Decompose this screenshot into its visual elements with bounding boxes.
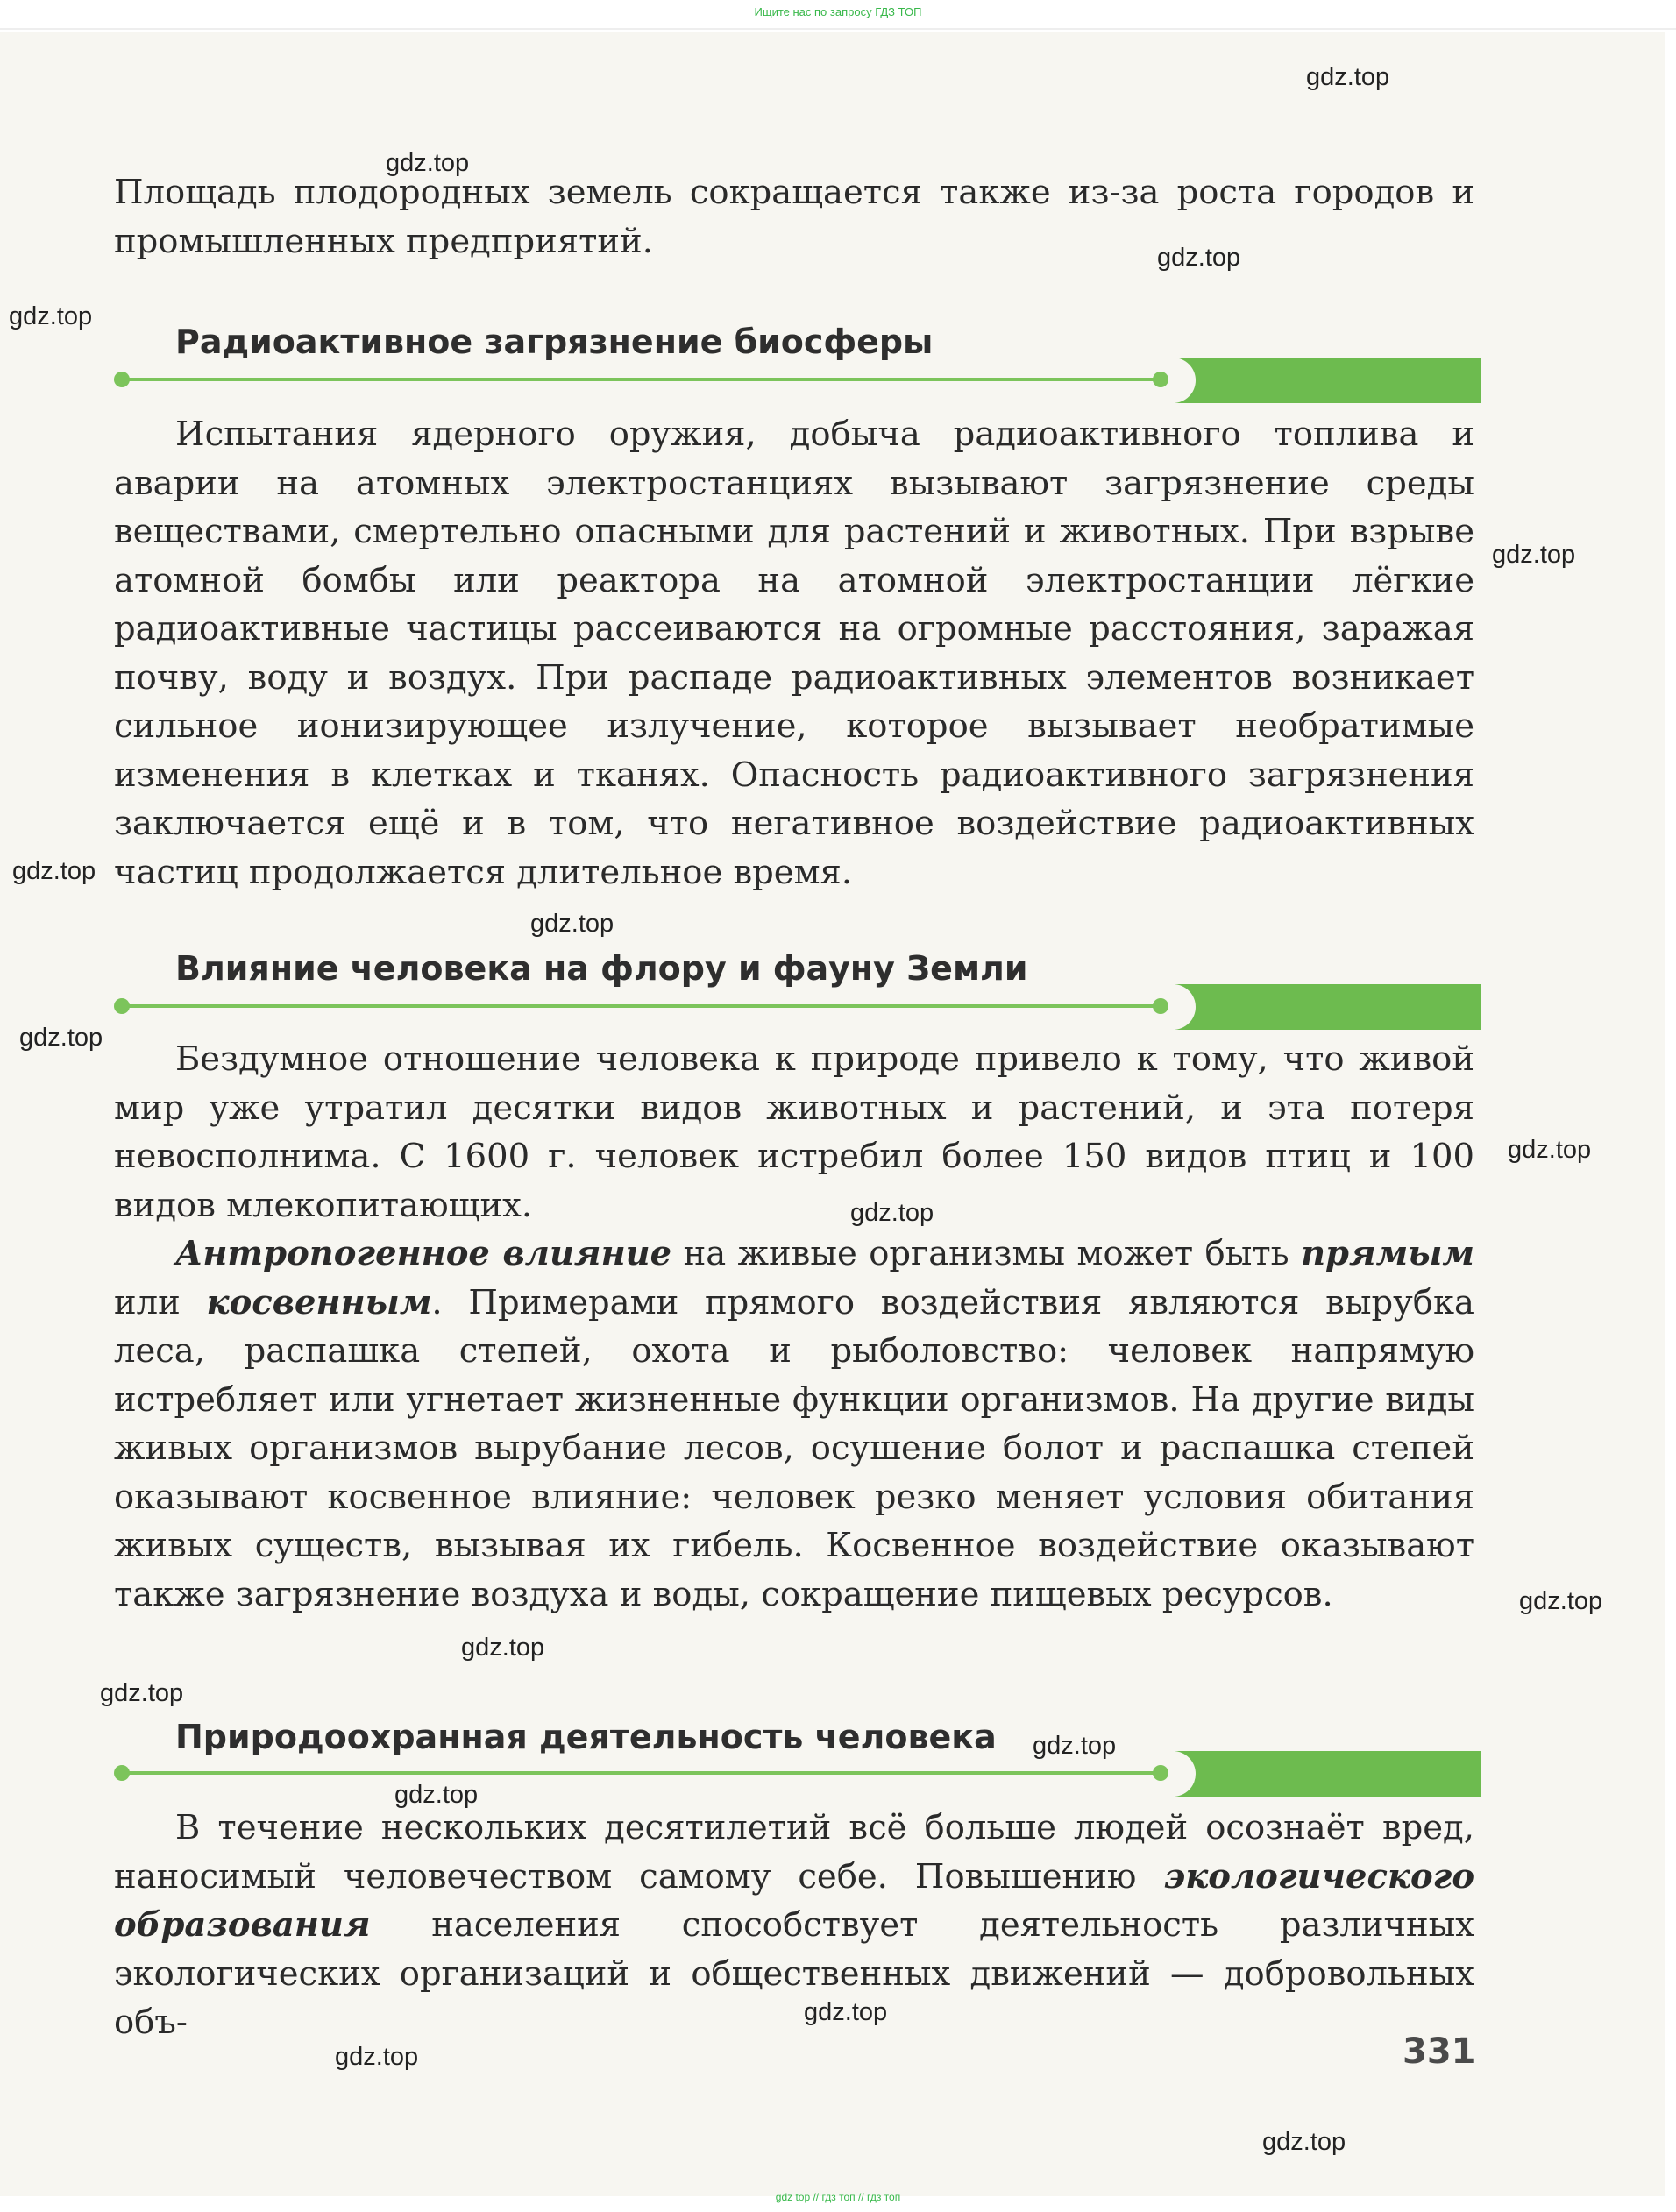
watermark: gdz.top	[530, 910, 614, 938]
section-paragraph-radioactive: Испытания ядерного оружия, добыча радиоактивного топлива и аварии на атомных электростанциях вызывают загрязнение среды веществами, смертельно опасными для растений и животных. При взрыве атомной бомбы или реактора на атомной электростанции лёгкие радиоактивные частицы рассеиваются на огромные расстояния, заражая почву, воду и воздух. При распаде радиоактивных элементов возникает сильное ионизирующее излучение, которое вызывает необратимые изменения в клетках и тканях. Опасность радиоактивного загрязнения заключается ещё и в том, что негативное воздействие радиоактивных частиц продолжается длительное время.	[114, 415, 1474, 892]
term-ecological-education: экологического образования	[114, 1856, 1474, 1945]
watermark: gdz.top	[1157, 244, 1241, 272]
section-rule	[117, 1004, 1165, 1008]
rule-dot	[114, 1765, 130, 1781]
watermark: gdz.top	[1508, 1136, 1592, 1164]
page-number: 331	[1403, 2031, 1476, 2072]
watermark: gdz.top	[335, 2043, 419, 2071]
watermark: gdz.top	[804, 1998, 888, 2026]
watermark: gdz.top	[1033, 1732, 1117, 1760]
section-heading-flora-fauna: Влияние человека на флору и фауну Земли	[175, 949, 1028, 988]
section-paragraph-flora-fauna: Бездумное отношение человека к природе привело к тому, что живой мир уже утратил десятки видов животных и растений, и эта потеря невосполнима. С 1600 г. человек истребил более 150 видов птиц и 100 видов млекопитающих.	[114, 1039, 1474, 1225]
watermark: gdz.top	[1262, 2128, 1346, 2156]
rule-dot	[1153, 1765, 1168, 1781]
section-tab	[1175, 1751, 1481, 1797]
term-anthropogenic: Антропогенное влияние	[175, 1234, 672, 1273]
watermark: gdz.top	[394, 1781, 479, 1809]
rule-dot	[114, 372, 130, 387]
section-tab	[1175, 358, 1481, 403]
section-rule	[117, 378, 1165, 381]
watermark: gdz.top	[461, 1634, 545, 1662]
watermark: gdz.top	[850, 1199, 934, 1227]
rule-dot	[114, 998, 130, 1014]
watermark: gdz.top	[19, 1024, 103, 1052]
top-bar	[0, 0, 1676, 30]
search-hint: Ищите нас по запросу ГДЗ ТОП	[754, 5, 922, 18]
term-direct: прямым	[1301, 1234, 1474, 1273]
section-heading-radioactive: Радиоактивное загрязнение биосферы	[175, 323, 934, 361]
watermark: gdz.top	[12, 857, 96, 885]
section-paragraph-conservation: В течение нескольких десятилетий всё больше людей осознаёт вред, наносимый человечеством самому себе. Повышению экологического образования населения способствует деятельность различных экологических организаций и общественных движений — добровольных объ-	[114, 1808, 1474, 2042]
watermark: gdz.top	[9, 302, 93, 330]
intro-paragraph: Площадь плодородных земель сокращается также из-за роста городов и промышленных предприятий.	[114, 173, 1474, 261]
watermark: gdz.top	[1306, 63, 1390, 91]
section-tab	[1175, 984, 1481, 1030]
watermark: gdz.top	[1519, 1587, 1603, 1615]
rule-dot	[1153, 372, 1168, 387]
watermark: gdz.top	[386, 149, 470, 177]
rule-dot	[1153, 998, 1168, 1014]
section-heading-conservation: Природоохранная деятельность человека	[175, 1718, 997, 1756]
section-paragraph-anthropogenic: Антропогенное влияние на живые организмы может быть прямым или косвенным. Примерами прямого воздействия являются вырубка леса, распашка степей, охота и рыболовство: человек напрямую истребляет или угнетает жизненные функции организмов. На другие виды живых организмов вырубание лесов, осушение болот и распашка степей оказывают косвенное влияние: человек резко меняет условия обитания живых существ, вызывая их гибель. Косвенное воздействие оказывают также загрязнение воздуха и воды, сокращение пищевых ресурсов.	[114, 1234, 1474, 1614]
section-rule	[117, 1771, 1165, 1775]
footer-note: gdz top // гдз топ // гдз топ	[775, 2191, 901, 2203]
watermark: gdz.top	[1492, 541, 1576, 569]
term-indirect: косвенным	[206, 1282, 432, 1322]
watermark: gdz.top	[100, 1679, 184, 1707]
